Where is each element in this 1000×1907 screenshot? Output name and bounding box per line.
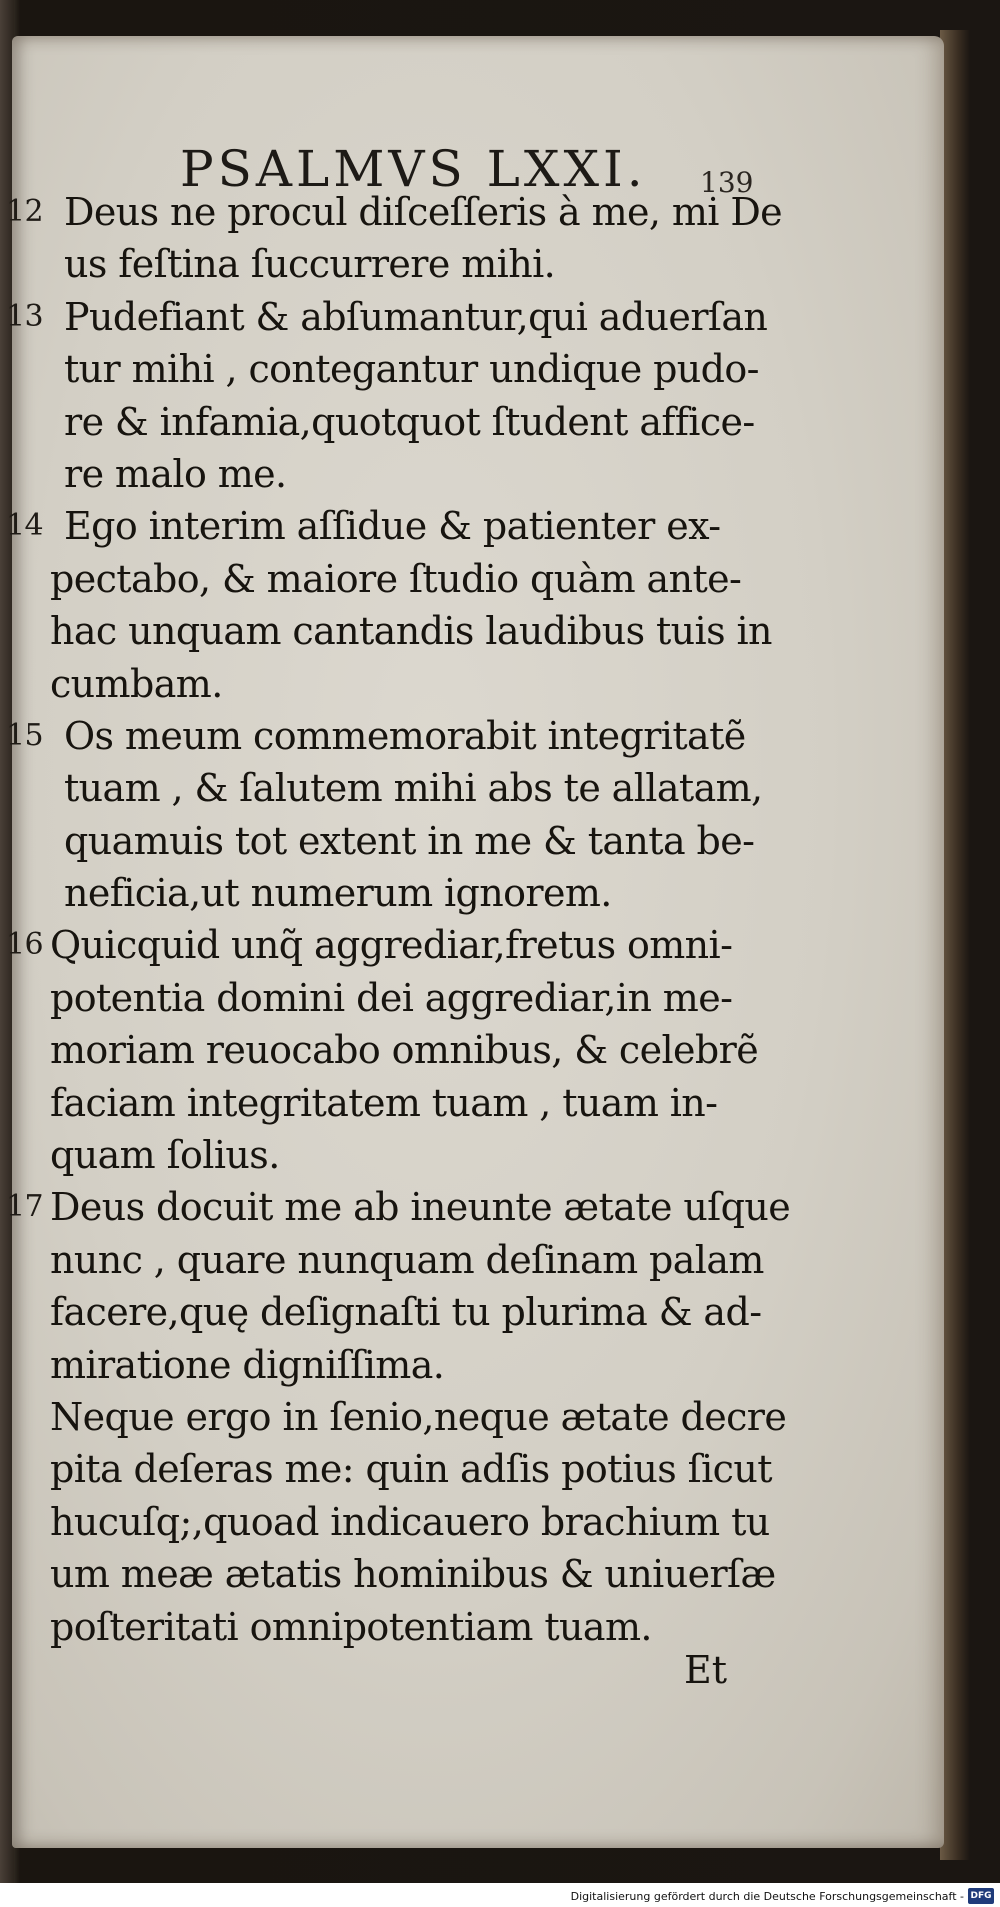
text-line bbox=[12, 1391, 944, 1443]
verse-number: 17 bbox=[6, 1189, 43, 1225]
line-text: Ego interim aſſidue & patienter ex- bbox=[64, 504, 721, 549]
text-line bbox=[6, 186, 944, 238]
text-line bbox=[12, 553, 944, 605]
line-text: Deus docuit me ab ineunte ætate uſque bbox=[50, 1185, 791, 1230]
text-line bbox=[12, 448, 944, 500]
text-line bbox=[12, 1601, 944, 1653]
text-line bbox=[12, 1339, 944, 1391]
text-line bbox=[6, 710, 944, 762]
line-text: pita deſeras me: quin adſis potius ſicut bbox=[50, 1447, 772, 1492]
line-text: potentia domini dei aggrediar,in me- bbox=[50, 975, 733, 1020]
text-line bbox=[12, 867, 944, 919]
line-text: tuam , & ſalutem mihi abs te allatam, bbox=[64, 766, 763, 811]
text-line bbox=[12, 1129, 944, 1181]
text-line bbox=[12, 1234, 944, 1286]
line-text: re malo me. bbox=[64, 451, 287, 496]
text-line bbox=[12, 1077, 944, 1129]
line-text: faciam integritatem tuam , tuam in- bbox=[50, 1080, 718, 1125]
text-line bbox=[12, 1548, 944, 1600]
line-text: nunc , quare nunquam deſinam palam bbox=[50, 1237, 764, 1282]
text-line bbox=[12, 1443, 944, 1495]
line-text: pectabo, & maiore ſtudio quàm ante- bbox=[50, 556, 742, 601]
text-line bbox=[12, 1286, 944, 1338]
verse-number: 16 bbox=[6, 927, 43, 963]
line-text: neficia,ut numerum ignorem. bbox=[64, 871, 612, 916]
line-text: hucuſq;,quoad indicauero brachium tu bbox=[50, 1499, 770, 1544]
text-line bbox=[12, 238, 944, 290]
text-line bbox=[12, 762, 944, 814]
line-text: cumbam. bbox=[50, 661, 223, 706]
line-text: Os meum commemorabit integritatẽ bbox=[64, 713, 746, 758]
line-text: Pudefiant & abſumantur,qui aduerſan bbox=[64, 294, 768, 339]
text-line bbox=[6, 500, 944, 552]
text-line bbox=[12, 815, 944, 867]
running-head bbox=[12, 100, 944, 199]
page-edge bbox=[940, 30, 970, 1860]
funding-credit: Digitalisierung gefördert durch die Deutsche Forschungsgemeinschaft - bbox=[570, 1890, 964, 1903]
line-text: hac unquam cantandis laudibus tuis in bbox=[50, 609, 772, 654]
text-line bbox=[6, 291, 944, 343]
book-page bbox=[6, 36, 944, 1848]
verse-number: 13 bbox=[6, 298, 43, 334]
verse-number: 12 bbox=[6, 194, 43, 229]
text-line bbox=[12, 658, 944, 710]
catchword: Et bbox=[684, 1648, 728, 1692]
line-text: miratione digniſſima. bbox=[50, 1342, 445, 1387]
line-text: re & infamia,quotquot ſtudent affice- bbox=[64, 399, 755, 444]
text-line bbox=[6, 919, 944, 971]
line-text: um meæ ætatis hominibus & uniuerſæ bbox=[50, 1552, 776, 1597]
verse-number: 15 bbox=[6, 717, 43, 753]
text-line bbox=[12, 1496, 944, 1548]
text-line bbox=[12, 343, 944, 395]
line-text: quamuis tot extent in me & tanta be- bbox=[64, 818, 755, 863]
line-text: tur mihi , contegantur undique pudo- bbox=[64, 347, 759, 392]
line-text: us feſtina ſuccurrere mihi. bbox=[64, 242, 556, 287]
text-line bbox=[12, 1024, 944, 1076]
folio-number: 139 bbox=[700, 166, 754, 199]
line-text: Quicquid unq̃ aggrediar,fretus omni- bbox=[50, 923, 733, 968]
line-text: poſteritati omnipotentiam tuam. bbox=[50, 1604, 652, 1649]
page-title: PSALMVS LXXI. bbox=[180, 140, 647, 198]
verse-number: 14 bbox=[6, 508, 43, 544]
text-line bbox=[12, 605, 944, 657]
line-text: quam ſolius. bbox=[50, 1133, 280, 1178]
text-line bbox=[6, 1181, 944, 1233]
text-line bbox=[12, 396, 944, 448]
dfg-logo-icon: DFG bbox=[968, 1888, 994, 1904]
text-line bbox=[12, 972, 944, 1024]
line-text: facere,quę deſignaſti tu plurima & ad- bbox=[50, 1290, 762, 1335]
psalm-text bbox=[6, 186, 944, 1653]
line-text: Deus ne procul diſceſſeris à me, mi De bbox=[64, 190, 783, 234]
line-text: moriam reuocabo omnibus, & celebrẽ bbox=[50, 1028, 759, 1073]
line-text: Neque ergo in ſenio,neque ætate decre bbox=[50, 1394, 787, 1439]
footer-bar bbox=[0, 1883, 1000, 1907]
